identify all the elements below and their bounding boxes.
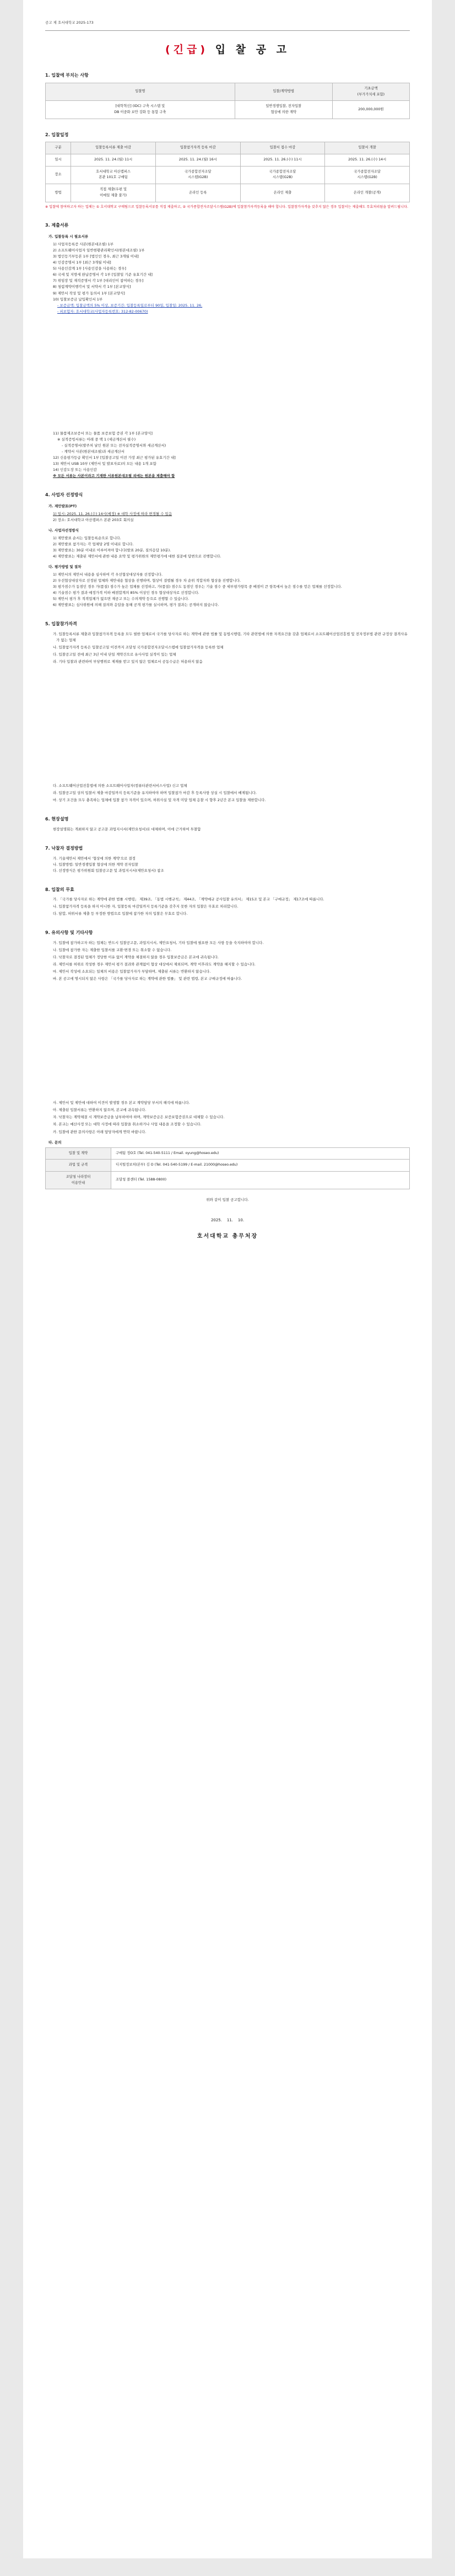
contact-table	[45, 1147, 410, 1190]
pt-date	[53, 511, 410, 517]
table-cell: 온라인 제출	[240, 184, 325, 202]
table-cell: [대학혁신] (IDC) 구축 시스템 및 DB 이중화 보안 강화 등 통합 구축	[46, 101, 235, 119]
table-cell: 2025. 11. 26.(수) 11시	[240, 154, 325, 167]
list-item: - 실적증명서(발주처 날인 원본 또는 전자실적증명서와 세금계산서)	[62, 443, 166, 448]
contact-label: 입찰 및 계약	[46, 1147, 111, 1160]
list-item: 나. 입찰방법: 일반경쟁입찰 협상에 의한 계약 전자입찰	[53, 862, 138, 867]
pt-date-text: 1) 일시: 2025. 11. 26.(수) 14시(예정) ※ 대학 사정에 따라 변경될 수 있음	[53, 511, 172, 516]
section-1-title: 1. 입찰에 부치는 사항	[45, 73, 89, 78]
paragraph: 다. 입찰공고일 전에 최근 3년 이내 단일 계약건으로 유사사업 실적이 있는 업체	[53, 652, 176, 657]
list-item: ※ 실적증빙서류는 아래 중 택 1 (세금계산서 필수)	[57, 437, 136, 442]
list-item: 8) 청렴계약이행각서 및 서약서 각 1부 [본교양식]	[53, 285, 131, 289]
paragraph: 차. 본교는 예산사정 또는 대학 사정에 따라 입찰을 취소하거나 사업 내용을 조정할 수 있습니다.	[53, 1122, 202, 1127]
list-item: 7) 위임장 및 재직증명서 각 1부 [대리인이 참여하는 경우]	[53, 278, 144, 283]
col-header: 입찰서 접수 마감	[240, 142, 325, 154]
list-item: 1) 사업자등록증 사본(원본대조필) 1부	[53, 242, 113, 247]
paragraph: 바. 본 공고에 명시되지 않은 사항은 「국가를 당사자로 하는 계약에 관한 법률」 및 관련 법령, 본교 구매규정에 따릅니다.	[53, 976, 242, 981]
subsection-title: 나. 사업자선정방식	[48, 528, 79, 533]
paragraph: 나. 입찰에 참가한 자는 제출한 입찰서를 교환·변경 또는 취소할 수 없습니다.	[53, 948, 172, 953]
section-4-title: 4. 사업자 선정방식	[45, 492, 83, 498]
list-item: - 계약서 사본(원본대조필)과 세금계산서	[62, 449, 125, 454]
list-item: 5) 제안서 평가 후 적격업체가 없으면 재공고 또는 수의계약 등으로 진행할 수 있습니다.	[53, 597, 189, 602]
col-header: 기초금액 (부가가치세 포함)	[332, 83, 409, 100]
paragraph: 나. 입찰참가자격 등록을 하지 아니한 자, 입찰등록 마감일까지 등록기준을 갖추지 못한 자의 입찰은 무효로 처리합니다.	[53, 904, 239, 909]
list-item: 2) 제안발표 참가자는 각 업체당 2명 이내로 합니다.	[53, 541, 134, 546]
table-cell: 2025. 11. 24.(월) 16시	[155, 154, 240, 167]
section-6-title: 6. 현장설명	[45, 817, 69, 822]
account-text: - 피보험자: 호서대학교(사업자등록번호: 312-82-00670)	[57, 309, 148, 314]
table-cell: 국가종합전자조달 시스템(G2B)	[240, 166, 325, 184]
list-item: 다. 선정방식은 평가위원회 입찰공고문 및 과업지시서(제안요청서) 참조	[53, 868, 164, 873]
list-item: 가. 기술제안서 제안에서 '협상에 의한 계약'으로 결정	[53, 856, 136, 861]
list-item: 3) 법인등기부등본 1부 [법인인 경우, 최근 3개월 이내]	[53, 254, 139, 259]
list-item: 2) 장소: 호서대학교 아산캠퍼스 본관 203호 회의실	[53, 517, 134, 522]
paragraph: 다. 낙찰자로 결정된 업체가 정당한 이유 없이 계약을 체결하지 않을 경우 입찰보증금은 본교에 귀속됩니다.	[53, 955, 219, 960]
contact-value: 디지털정보처(본부) 김 O (Tel. 041-540-5199 / E-mail. 21000@hoseo.edu)	[111, 1160, 410, 1172]
document-page	[23, 0, 432, 2558]
paragraph: 라. 기타 입찰과 관련하여 부당행위로 제재를 받고 있지 않은 업체로서 공동수급은 허용하지 않음	[53, 659, 203, 664]
table-cell: 일반경쟁입찰, 전자입찰 협상에 의한 계약	[235, 101, 332, 119]
paragraph: 가. 입찰등록서류 제출과 입찰참가자격 등록을 모두 필한 업체로서 국가를 당사자로 하는 계약에 관한 법률 및 동법시행령, 기타 관련법에 의한 자격요건을 갖춘 업체로서 소프트웨어산업진흥법 및 전자정부법 관련 규정상 결격사유가 없는 업체	[53, 631, 408, 642]
list-item: 2) 소프트웨어사업자 일반현황관리확인서(원본대조필) 1부	[53, 248, 145, 253]
col-header: 입찰참가자격 등록 마감	[155, 142, 240, 154]
title-urgent: (긴급)	[165, 44, 209, 56]
paragraph: 아. 제출된 입찰서류는 반환하지 않으며, 본교에 귀속됩니다.	[53, 1108, 147, 1113]
list-item: 13) 제안서 USB 10부 (제안서 및 발표자료)의 모든 내용 1개 포함	[53, 461, 156, 466]
list-item: 3) 평가점수가 동점인 경우 가(품질) 점수가 높은 업체를 선정하고, 가(품질) 점수도 동점인 경우는 기술 점수 중 세부평가항목 중 배점이 큰 항목에서 높은 점수를 얻은 업체를 선정합니다.	[53, 584, 342, 589]
title-box	[45, 41, 410, 58]
spacer	[45, 666, 410, 782]
schedule-table	[45, 142, 410, 202]
paragraph: 다. 담합, 허위서류 제출 등 부정한 방법으로 입찰에 참가한 자의 입찰은 무효로 합니다.	[53, 911, 188, 916]
subsection-title: 가. 입찰등록 시 필요서류	[48, 234, 89, 239]
list-item: 5) 사용인감계 1부 [사용인감을 사용하는 경우]	[53, 266, 126, 271]
subsection-title: 가. 제안발표(PT)	[48, 503, 77, 508]
list-item: 4) 제안발표는 제출된 제안서에 관한 내용 요약 및 평가위원의 제안평가에 대한 질문에 답변으로 진행합니다.	[53, 554, 221, 559]
section-8-title: 8. 입찰의 무효	[45, 887, 74, 892]
col-header: 구분	[46, 142, 71, 154]
list-item: 11) 물품제조보증서 또는 물품 보증보험 증권 각 1부 [본교양식]	[53, 431, 153, 436]
announcement-date: 2025. 11. 10.	[210, 1218, 245, 1223]
col-header: 입찰등록서류 제출 마감	[71, 142, 156, 154]
list-item: 1) 제안발표 순서는 입찰등록순으로 합니다.	[53, 535, 121, 540]
title-main: 입 찰 공 고	[208, 44, 290, 56]
table-cell: 온라인 등록	[155, 184, 240, 202]
table-cell: 호서대학교 아산캠퍼스 본관 101호 구매팀	[71, 166, 156, 184]
paragraph: 마. 제안서 작성에 소요되는 일체의 비용은 입찰참가자가 부담하며, 제출된 서류는 반환하지 않습니다.	[53, 969, 211, 974]
paragraph: 가. 입찰에 참가하고자 하는 업체는 반드시 입찰공고문, 과업지시서, 제안요청서, 기타 입찰에 필요한 모든 사항 등을 숙지하여야 합니다.	[53, 941, 264, 946]
table-cell: 국가종합전자조달 시스템(G2B)	[325, 166, 410, 184]
paragraph: 가. 「국가를 당사자로 하는 계약에 관한 법률 시행령」 제39조, 「동법 시행규칙」 제44조, 「계약예규 공사입찰 유의서」 제15조 및 본교 「구매규정」 제17조에 따릅니다.	[53, 897, 324, 902]
paragraph: 나. 입찰참가자격 등록은 입찰공고일 이전까지 조달청 국가종합전자조달시스템에 입찰참가자격을 등록한 업체	[53, 645, 224, 650]
table-cell: 200,000,000원	[332, 101, 409, 119]
contact-label: 조달청 나라장터 이용안내	[46, 1172, 111, 1189]
table-cell: 2025. 11. 26.(수) 14시	[325, 154, 410, 167]
list-item: 4) 기술점수 평가 결과 예정가격 이하 배점합계의 85% 이상인 경우 협상대상자로 선정합니다.	[53, 591, 199, 595]
list-item: 6) 제안발표는 심사위원에 의해 질의와 응답을 통해 공개 평가를 실시하며, 평가 결과는 공개하지 않습니다.	[53, 603, 219, 608]
documents-warning: ※ 모든 서류는 사본이라고 기재한 서류원본대조필 외에는 원본을 제출해야 함	[53, 474, 175, 479]
document-title	[165, 44, 290, 56]
list-item: 2) 우선협상대상자로 선정된 업체와 제안내용 협상을 진행하며, 협상이 결렬될 경우 차 순위 적합자와 협상을 진행합니다.	[53, 578, 241, 583]
contact-label: 과업 및 규격	[46, 1160, 111, 1172]
spacer	[45, 983, 410, 1099]
section-7-title: 7. 낙찰자 결정방법	[45, 845, 83, 851]
table-cell: 국가종합전자조달 시스템(G2B)	[155, 166, 240, 184]
list-item: 3) 제안발표는 30분 이내로 이루어져야 합니다(발표 20분, 질의응답 10분).	[53, 548, 171, 552]
list-item: 12) 신용평가등급 확인서 1부 [입찰공고일 이전 가장 최근 평가된 유효기간 내]	[53, 455, 176, 460]
col-header: 입찰서 개찰	[325, 142, 410, 154]
top-rule	[45, 30, 410, 31]
contact-value: 구매팀 정O호 (Tel. 041-540-5111 / Email. oyung@hoseo.edu)	[111, 1147, 410, 1160]
spacer	[45, 315, 410, 431]
table-cell: 2025. 11. 24.(월) 11시	[71, 154, 156, 167]
paragraph: 다. 소프트웨어산업진흥법에 의한 소프트웨어사업자(컴퓨터관련서비스사업) 신고 업체	[53, 783, 187, 788]
paragraph: 사. 제안서 및 제안에 대하여 이견이 발생할 경우 본교 계약담당 부서의 해석에 따릅니다.	[53, 1101, 190, 1105]
table-cell: 직접 제출(우편 및 이메일 제출 불가)	[71, 184, 156, 202]
col-header: 입찰/계약방법	[235, 83, 332, 100]
list-item: 1) 제안서의 제안서 내용을 심사하여 각 우선협상대상자를 선정합니다.	[53, 572, 163, 577]
row-label: 일시	[46, 154, 71, 167]
issuing-organization: 호서대학교 총무처장	[197, 1233, 258, 1240]
account-detail	[57, 309, 410, 315]
section-5-title: 5. 입찰참가자격	[45, 621, 77, 627]
paragraph: 라. 제안서를 허위로 작성한 경우 제안서 평가 결과와 관계없이 협상 대상에서 제외되며, 계약 이후라도 계약을 해지할 수 있습니다.	[53, 962, 256, 967]
row-label: 장소	[46, 166, 71, 184]
paragraph: 현장설명회는 개최하지 않고 공고문 과업지시서(제안요청서)로 대체하며, 이에 근거하여 투찰함	[53, 827, 201, 831]
list-item: 9) 제안서 작성 및 평가 동의서 1부 [본교양식]	[53, 291, 125, 296]
schedule-note: ※ 입찰에 참여하고자 하는 업체는 ① 호서대학교 구매팀으로 입찰등록서류를 직접 제출하고, ② 국가종합전자조달시스템(G2B)에 입찰참가자격등록을 해야 합니다. 입찰참가자격을 갖추지 않은 경우 입찰서는 제출해도 무효처리됨을 알려드립니다.	[45, 205, 409, 209]
list-item: 14) 인감도장 또는 사용인감	[53, 467, 97, 472]
bid-item-table	[45, 83, 410, 119]
section-2-title: 2. 입찰일정	[45, 132, 69, 137]
section-9-title: 9. 유의사항 및 기타사항	[45, 930, 93, 936]
contact-title: 타. 문의	[48, 1140, 62, 1145]
contact-value: 조달청 콜센터 (Tel. 1588-0800)	[111, 1172, 410, 1189]
paragraph: 자. 낙찰자는 계약체결 시 계약보증금을 납부하여야 하며, 계약보증금은 보증보험증권으로 대체할 수 있습니다.	[53, 1115, 225, 1120]
subsection-title: 다. 평가방법 및 절차	[48, 565, 82, 570]
section-3-title: 3. 제출서류	[45, 223, 69, 228]
list-item: 6) 국세 및 지방세 완납증명서 각 1부 [입찰일 기준 유효기간 내]	[53, 272, 153, 277]
closing-statement: 위와 같이 입찰 공고합니다.	[206, 1198, 249, 1203]
row-label: 방법	[46, 184, 71, 202]
list-item: 4) 인감증명서 1부 [최근 3개월 이내]	[53, 260, 111, 265]
announcement-number: 공고 제 호서대학교 2025-173	[45, 20, 94, 25]
paragraph: 마. 상기 조건을 모두 충족하는 업체에 입찰 참가 자격이 있으며, 허위사실 및 자격 미달 업체 응찰 시 향후 2년간 본교 입찰을 제한합니다.	[53, 798, 266, 803]
deposit-text: - 보증금액: 입찰금액의 5% 이상, 보증기간: 입찰등록일로부터 90일, 입찰일: 2025. 11. 26.	[57, 303, 203, 308]
table-cell: 온라인 개찰(공개)	[325, 184, 410, 202]
paragraph: 카. 입찰에 관한 문의사항은 아래 담당자에게 연락 바랍니다.	[53, 1129, 147, 1134]
list-item: 10) 입찰보증금 납입확인서 1부	[53, 297, 103, 302]
paragraph: 라. 입찰공고일 상의 입찰서 제출 마감일까지 등록기준을 유지하여야 하며 입찰참가 마감 후 등록사항 상실 시 입찰에서 배제됩니다.	[53, 791, 257, 796]
col-header: 입찰명	[46, 83, 235, 100]
deposit-detail	[57, 303, 410, 309]
